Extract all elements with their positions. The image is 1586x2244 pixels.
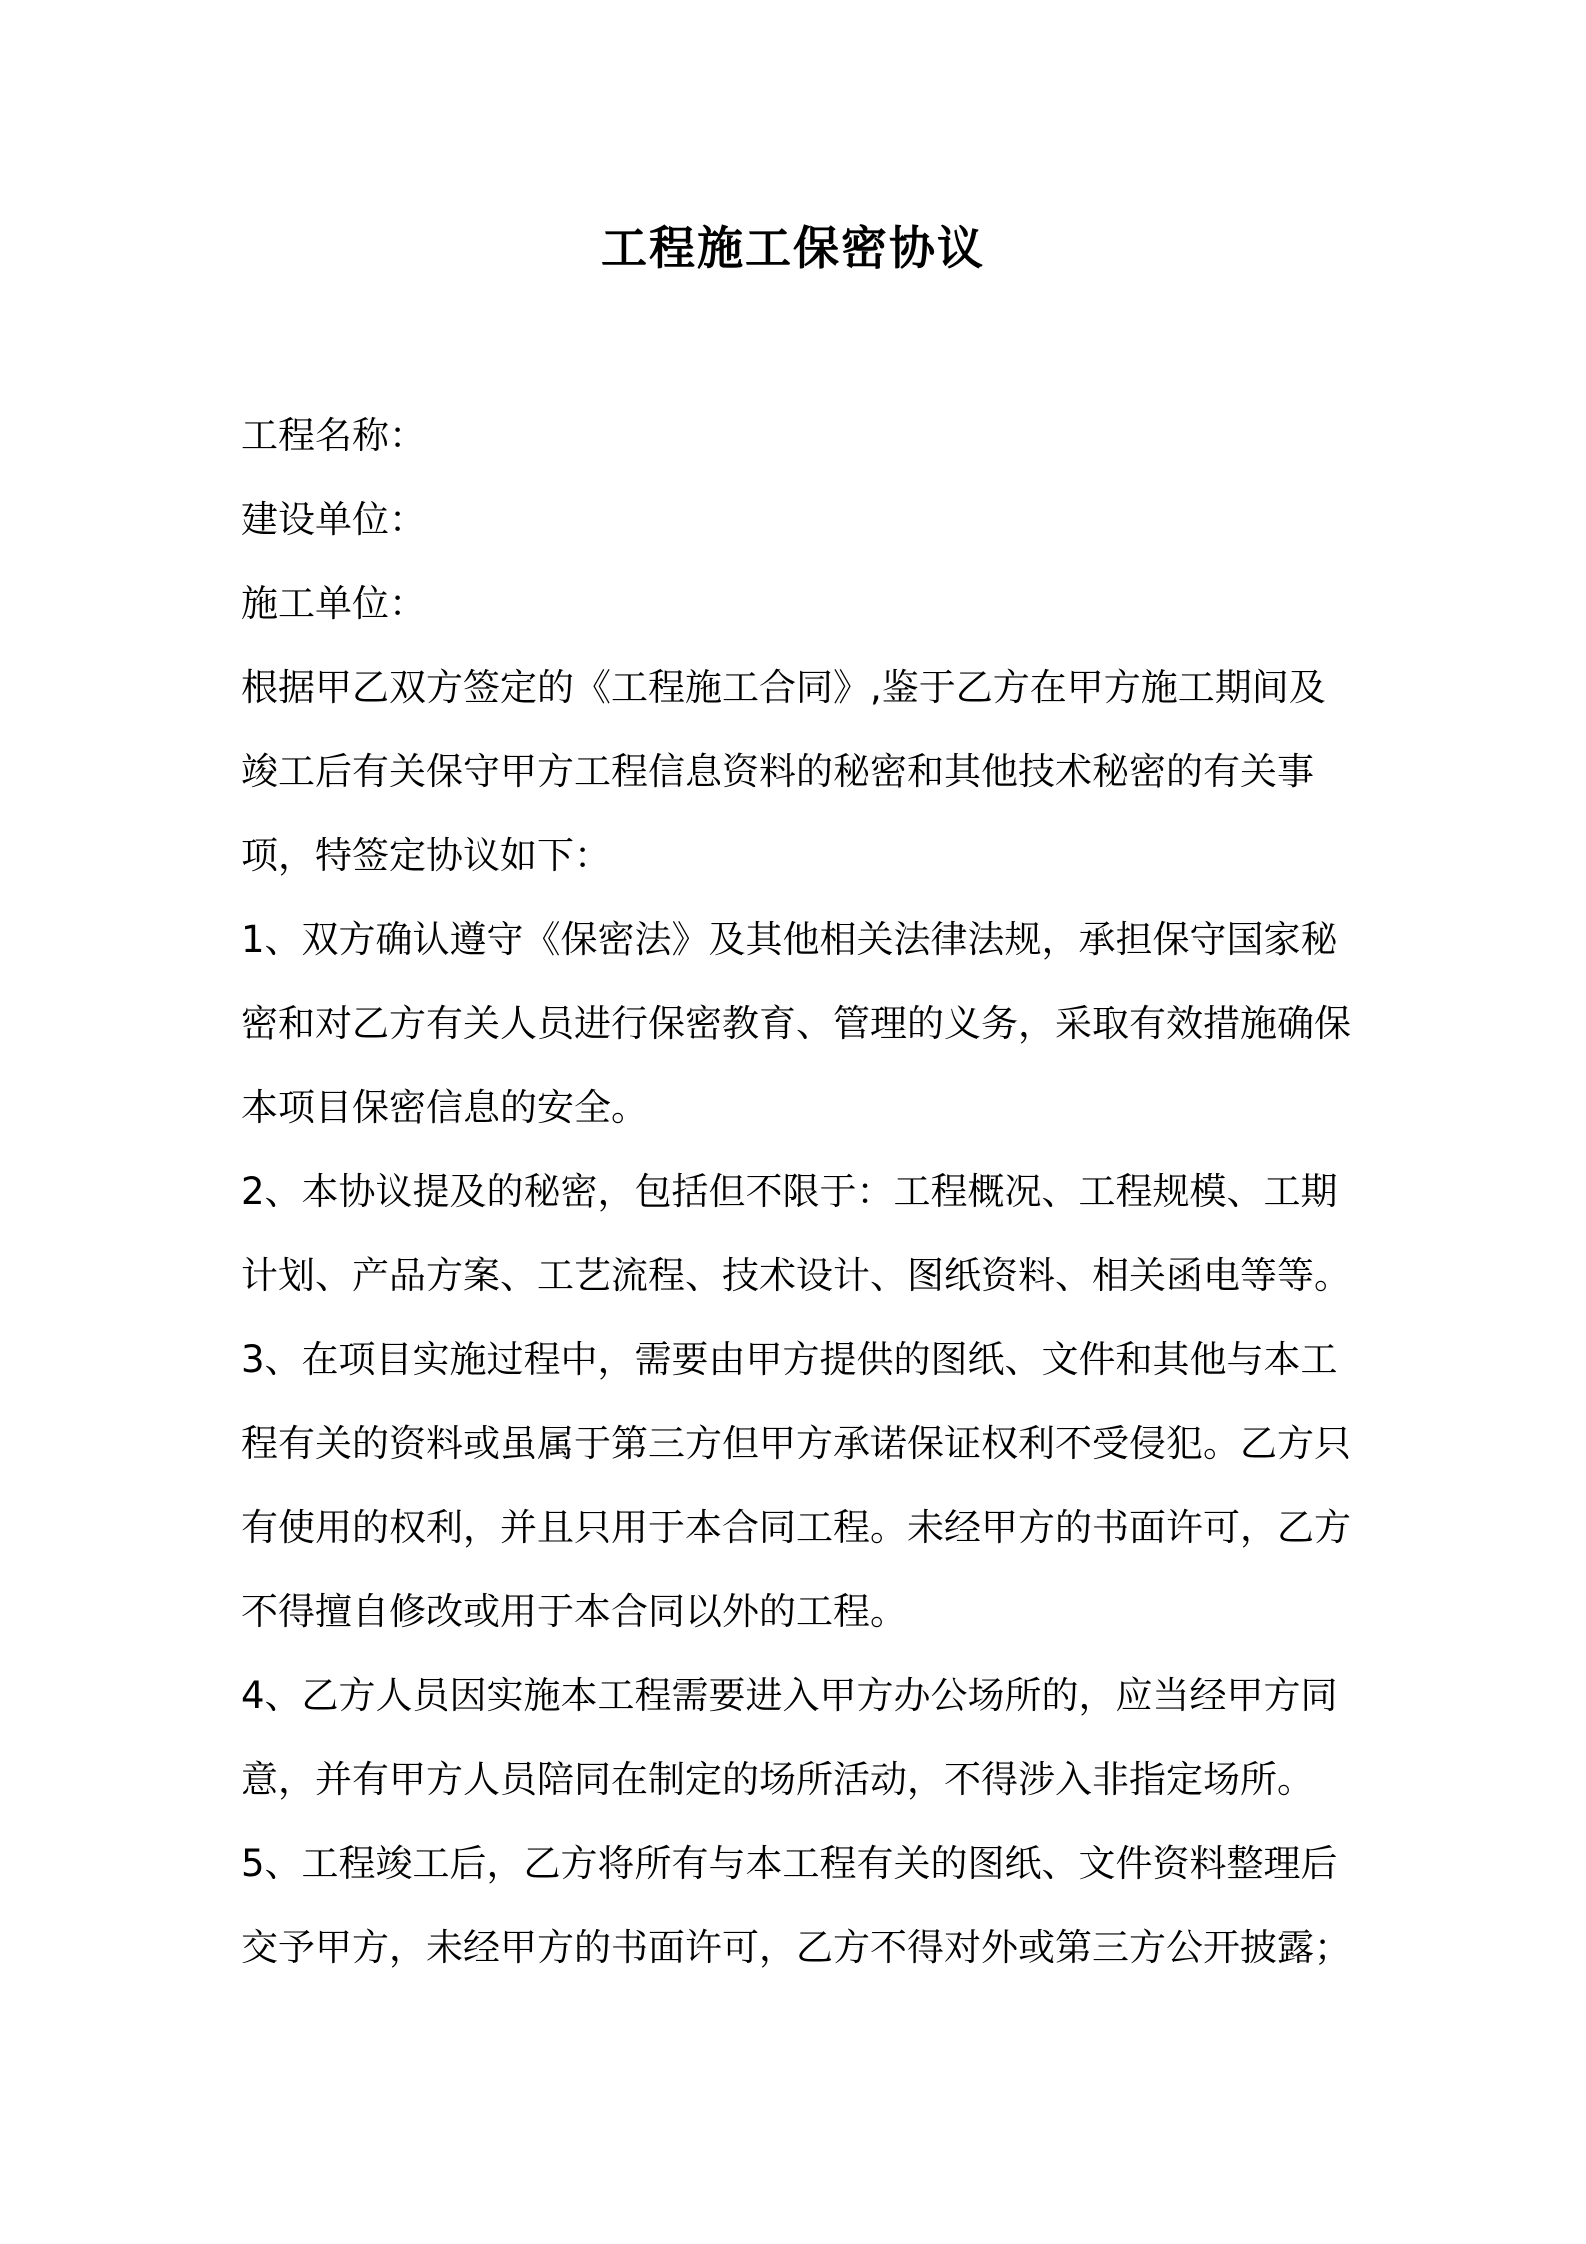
paragraph-line: 本项目保密信息的安全。 — [241, 1086, 648, 1129]
clause-1 — [241, 914, 1351, 1166]
paragraph-line: 计划、产品方案、工艺流程、技术设计、图纸资料、相关函电等等。 — [241, 1254, 1351, 1297]
paragraph-line: 程有关的资料或虽属于第三方但甲方承诺保证权利不受侵犯。乙方只 — [241, 1422, 1351, 1465]
paragraph-line: 3、在项目实施过程中，需要由甲方提供的图纸、文件和其他与本工 — [241, 1338, 1338, 1381]
paragraph-line: 4、乙方人员因实施本工程需要进入甲方办公场所的，应当经甲方同 — [241, 1674, 1338, 1717]
project-name-field: 工程名称： — [241, 414, 426, 457]
paragraph-line: 不得擅自修改或用于本合同以外的工程。 — [241, 1590, 907, 1633]
clause-5 — [241, 1838, 1351, 2006]
paragraph-line: 竣工后有关保守甲方工程信息资料的秘密和其他技术秘密的有关事 — [241, 750, 1314, 793]
paragraph-line: 有使用的权利，并且只用于本合同工程。未经甲方的书面许可，乙方 — [241, 1506, 1351, 1549]
clause-3 — [241, 1334, 1351, 1670]
paragraph-line: 5、工程竣工后，乙方将所有与本工程有关的图纸、文件资料整理后 — [241, 1842, 1338, 1885]
paragraph-line: 1、双方确认遵守《保密法》及其他相关法律法规，承担保守国家秘 — [241, 918, 1338, 961]
intro-paragraph — [241, 662, 1351, 914]
paragraph-line: 2、本协议提及的秘密，包括但不限于：工程概况、工程规模、工期 — [241, 1170, 1338, 1213]
paragraph-line: 项，特签定协议如下： — [241, 834, 611, 877]
paragraph-line: 意，并有甲方人员陪同在制定的场所活动，不得涉入非指定场所。 — [241, 1758, 1314, 1801]
document-title: 工程施工保密协议 — [601, 221, 985, 275]
builder-unit-field: 施工单位： — [241, 582, 426, 625]
paragraph-line: 根据甲乙双方签定的《工程施工合同》,鉴于乙方在甲方施工期间及 — [241, 666, 1326, 709]
paragraph-line: 交予甲方，未经甲方的书面许可，乙方不得对外或第三方公开披露； — [241, 1926, 1351, 1969]
clause-2 — [241, 1166, 1351, 1334]
clause-4 — [241, 1670, 1351, 1838]
paragraph-line: 密和对乙方有关人员进行保密教育、管理的义务，采取有效措施确保 — [241, 1002, 1351, 1045]
construction-unit-field: 建设单位： — [241, 498, 426, 541]
